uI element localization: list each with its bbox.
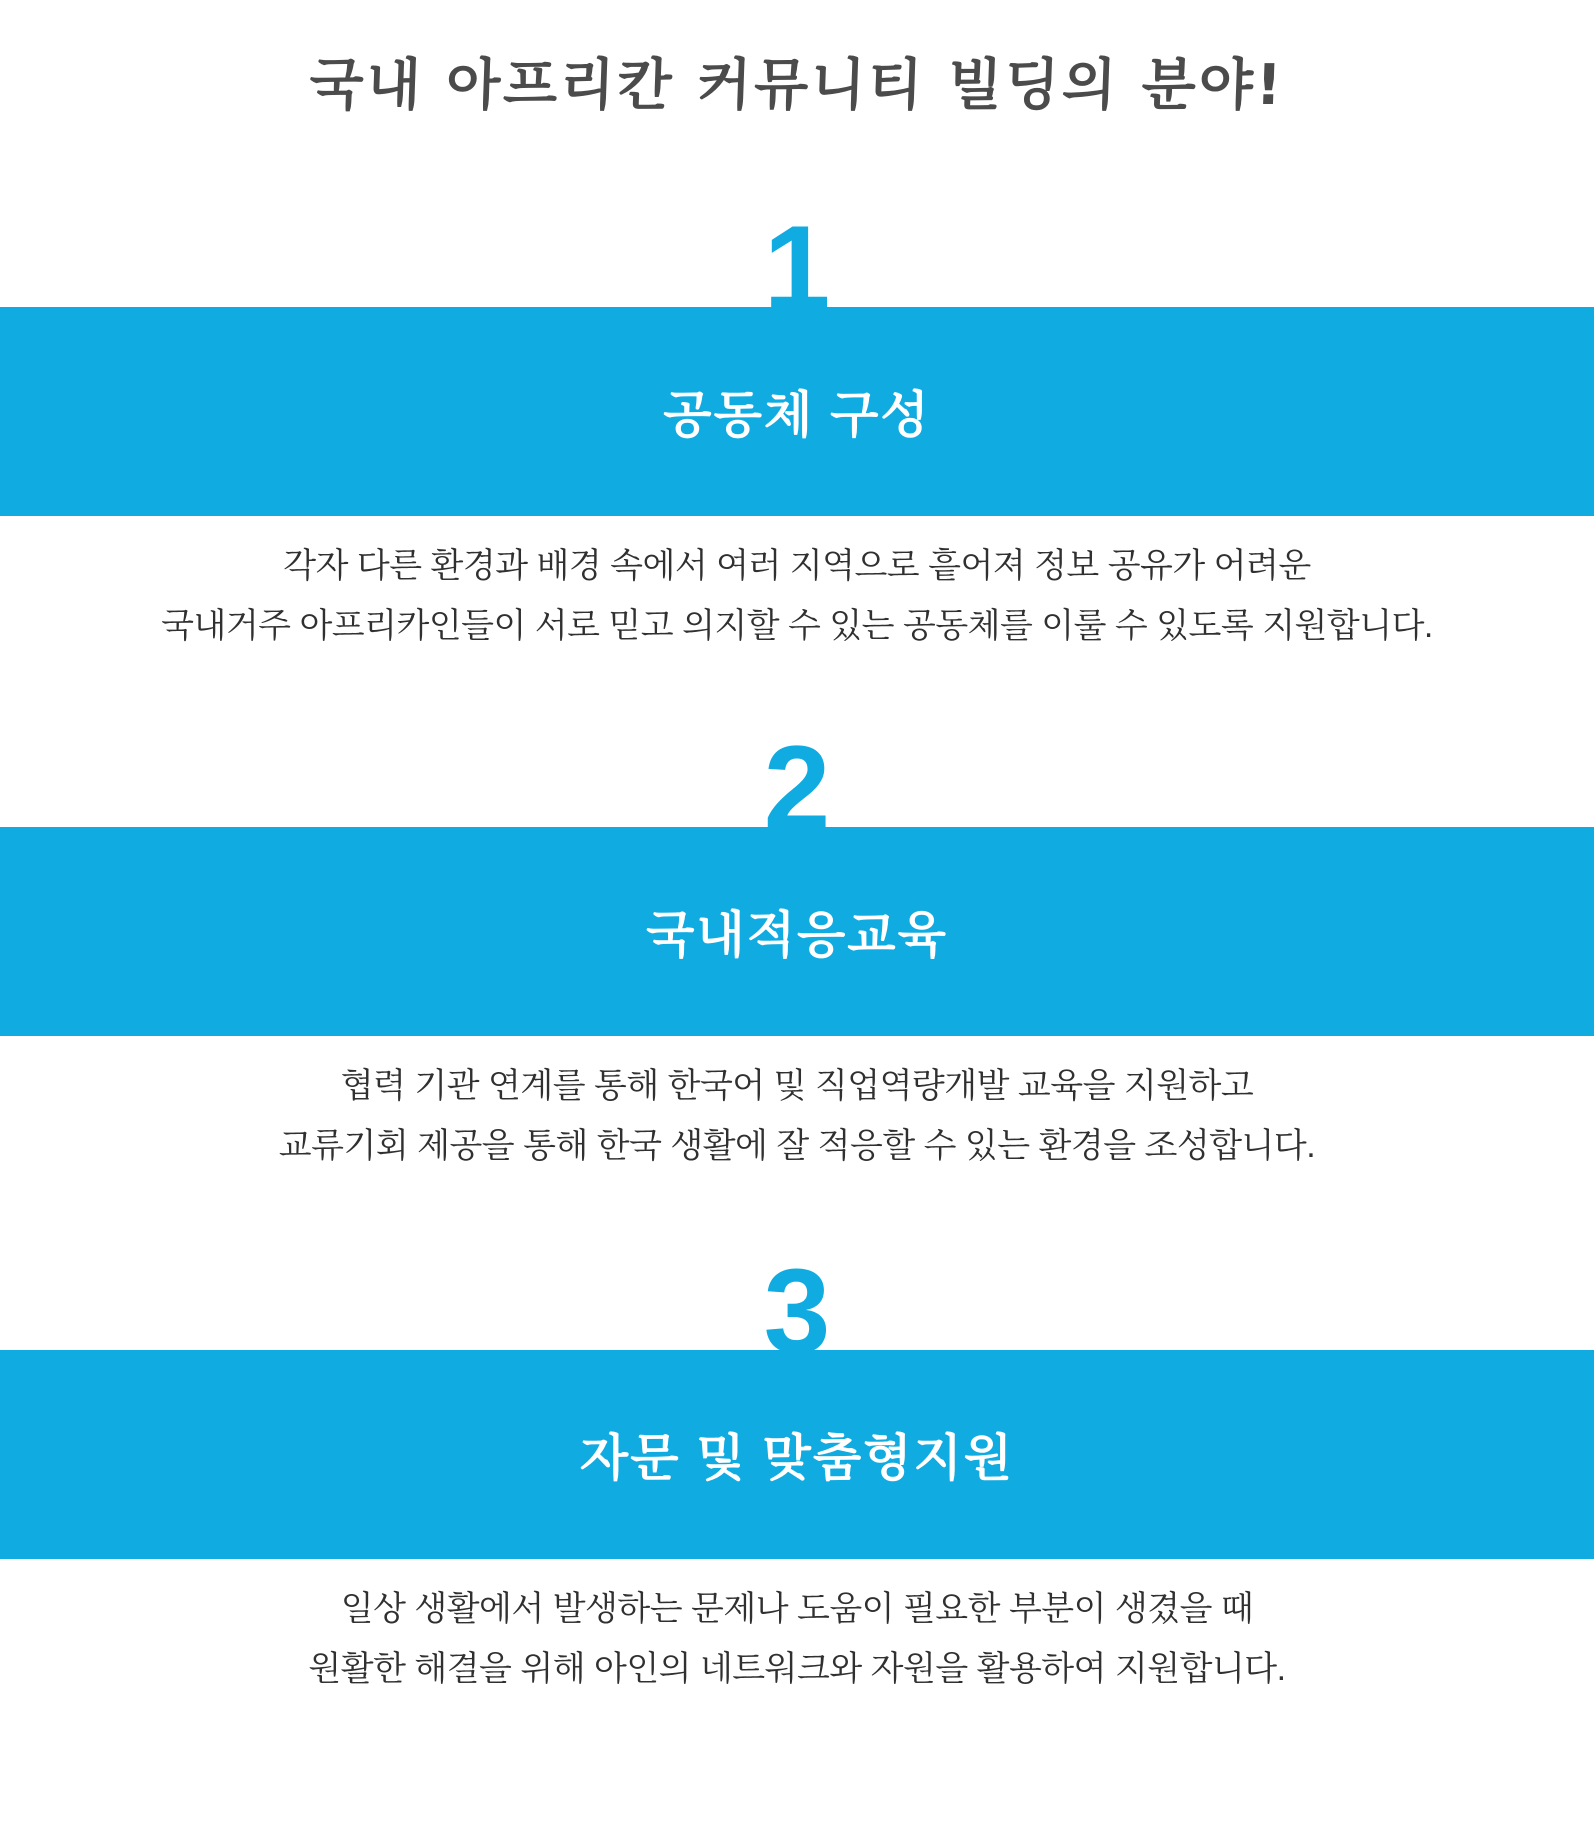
section-number-1: 1 bbox=[763, 200, 831, 335]
section-domestic-adaptation-education bbox=[0, 720, 1594, 1176]
description-line: 원활한 해결을 위해 아인의 네트워크와 자원을 활용하여 지원합니다. bbox=[308, 1649, 1286, 1688]
section-number-3: 3 bbox=[763, 1243, 831, 1378]
description-line: 국내거주 아프리카인들이 서로 믿고 의지할 수 있는 공동체를 이룰 수 있도록 지원합니다. bbox=[161, 606, 1433, 645]
section-banner-1 bbox=[0, 307, 1594, 516]
section-description-3 bbox=[0, 1579, 1594, 1699]
section-banner-3 bbox=[0, 1350, 1594, 1559]
section-community-formation bbox=[0, 200, 1594, 656]
section-consulting-customized-support bbox=[0, 1243, 1594, 1699]
section-heading-2: 국내적응교육 bbox=[646, 907, 948, 964]
description-line: 일상 생활에서 발생하는 문제나 도움이 필요한 부분이 생겼을 때 bbox=[340, 1589, 1254, 1628]
section-number-2: 2 bbox=[763, 720, 831, 855]
section-heading-3: 자문 및 맞춤형지원 bbox=[579, 1430, 1015, 1487]
description-line: 협력 기관 연계를 통해 한국어 및 직업역량개발 교육을 지원하고 bbox=[340, 1066, 1254, 1105]
section-banner-2 bbox=[0, 827, 1594, 1036]
section-description-1 bbox=[0, 536, 1594, 656]
section-description-2 bbox=[0, 1056, 1594, 1176]
section-heading-1: 공동체 구성 bbox=[663, 387, 931, 444]
description-line: 각자 다른 환경과 배경 속에서 여러 지역으로 흩어져 정보 공유가 어려운 bbox=[283, 546, 1311, 585]
description-line: 교류기회 제공을 통해 한국 생활에 잘 적응할 수 있는 환경을 조성합니다. bbox=[278, 1126, 1316, 1165]
page-title: 국내 아프리칸 커뮤니티 빌딩의 분야! bbox=[308, 52, 1286, 118]
page bbox=[0, 38, 1594, 1829]
